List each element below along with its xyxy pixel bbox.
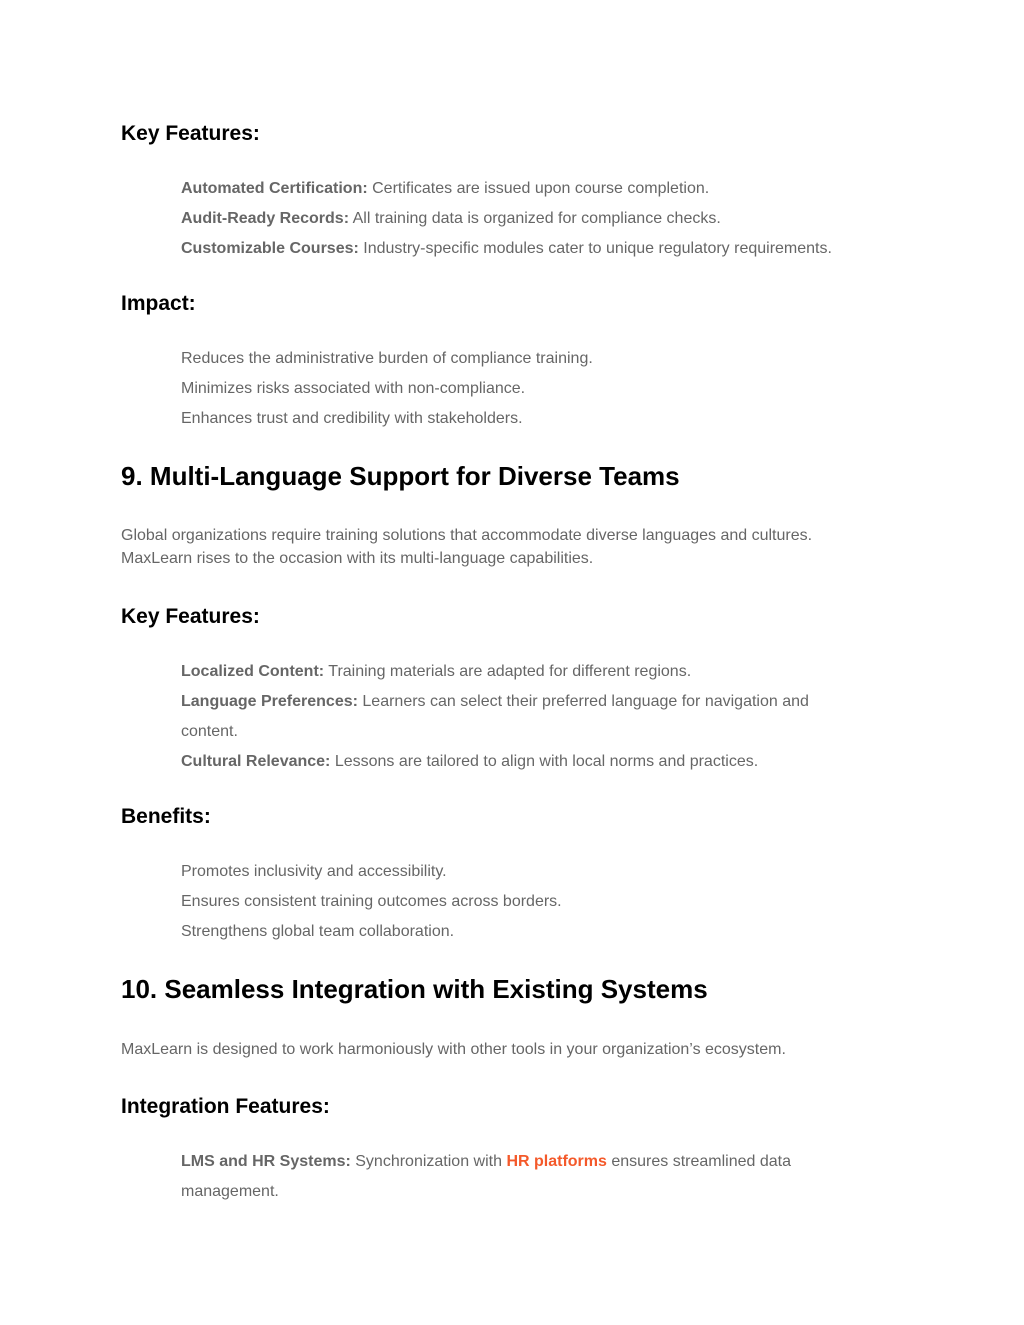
list-item-continuation: content.: [181, 723, 238, 740]
list-item: [181, 657, 691, 687]
benefits-heading: Benefits:: [121, 805, 211, 828]
feature-text: Lessons are tailored to align with local norms and practices.: [330, 753, 759, 770]
feature-label: Localized Content:: [181, 663, 325, 680]
feature-text: ensures streamlined data: [606, 1153, 792, 1170]
intro-paragraph-line: Global organizations require training solutions that accommodate diverse languages and cultures.: [121, 527, 813, 544]
list-item: Promotes inclusivity and accessibility.: [181, 863, 447, 880]
intro-paragraph: MaxLearn is designed to work harmoniously with other tools in your organization’s ecosystem.: [121, 1041, 786, 1058]
list-item-continuation: management.: [181, 1183, 279, 1200]
feature-label: Audit-Ready Records:: [181, 210, 350, 227]
feature-text: Industry-specific modules cater to unique regulatory requirements.: [358, 240, 832, 257]
list-item: Enhances trust and credibility with stakeholders.: [181, 410, 523, 427]
key-features-heading: Key Features:: [121, 605, 260, 628]
feature-text: Learners can select their preferred language for navigation and: [357, 693, 809, 710]
feature-text: Synchronization with: [350, 1153, 507, 1170]
integration-features-heading: Integration Features:: [121, 1095, 330, 1118]
list-item: [181, 234, 832, 264]
feature-label: Language Preferences:: [181, 693, 358, 710]
feature-text: All training data is organized for compliance checks.: [349, 210, 721, 227]
feature-text: Training materials are adapted for different regions.: [324, 663, 692, 680]
impact-heading: Impact:: [121, 292, 196, 315]
list-item: [181, 204, 721, 234]
section-title: 9. Multi-Language Support for Diverse Teams: [121, 461, 680, 491]
list-item: Minimizes risks associated with non-compliance.: [181, 380, 526, 397]
key-features-heading: Key Features:: [121, 122, 260, 145]
list-item: [181, 1147, 791, 1177]
section-title: 10. Seamless Integration with Existing Systems: [121, 974, 708, 1004]
feature-label: Customizable Courses:: [181, 240, 359, 257]
feature-label: LMS and HR Systems:: [181, 1153, 351, 1170]
list-item: Reduces the administrative burden of compliance training.: [181, 350, 593, 367]
intro-paragraph-line: MaxLearn rises to the occasion with its multi-language capabilities.: [121, 550, 594, 567]
hr-platforms-link[interactable]: HR platforms: [506, 1153, 607, 1170]
list-item: Ensures consistent training outcomes across borders.: [181, 893, 562, 910]
list-item: [181, 747, 758, 777]
feature-text: Certificates are issued upon course completion.: [367, 180, 710, 197]
list-item: [181, 687, 809, 717]
list-item: Strengthens global team collaboration.: [181, 923, 455, 940]
list-item: [181, 174, 709, 204]
feature-label: Cultural Relevance:: [181, 753, 331, 770]
feature-label: Automated Certification:: [181, 180, 368, 197]
